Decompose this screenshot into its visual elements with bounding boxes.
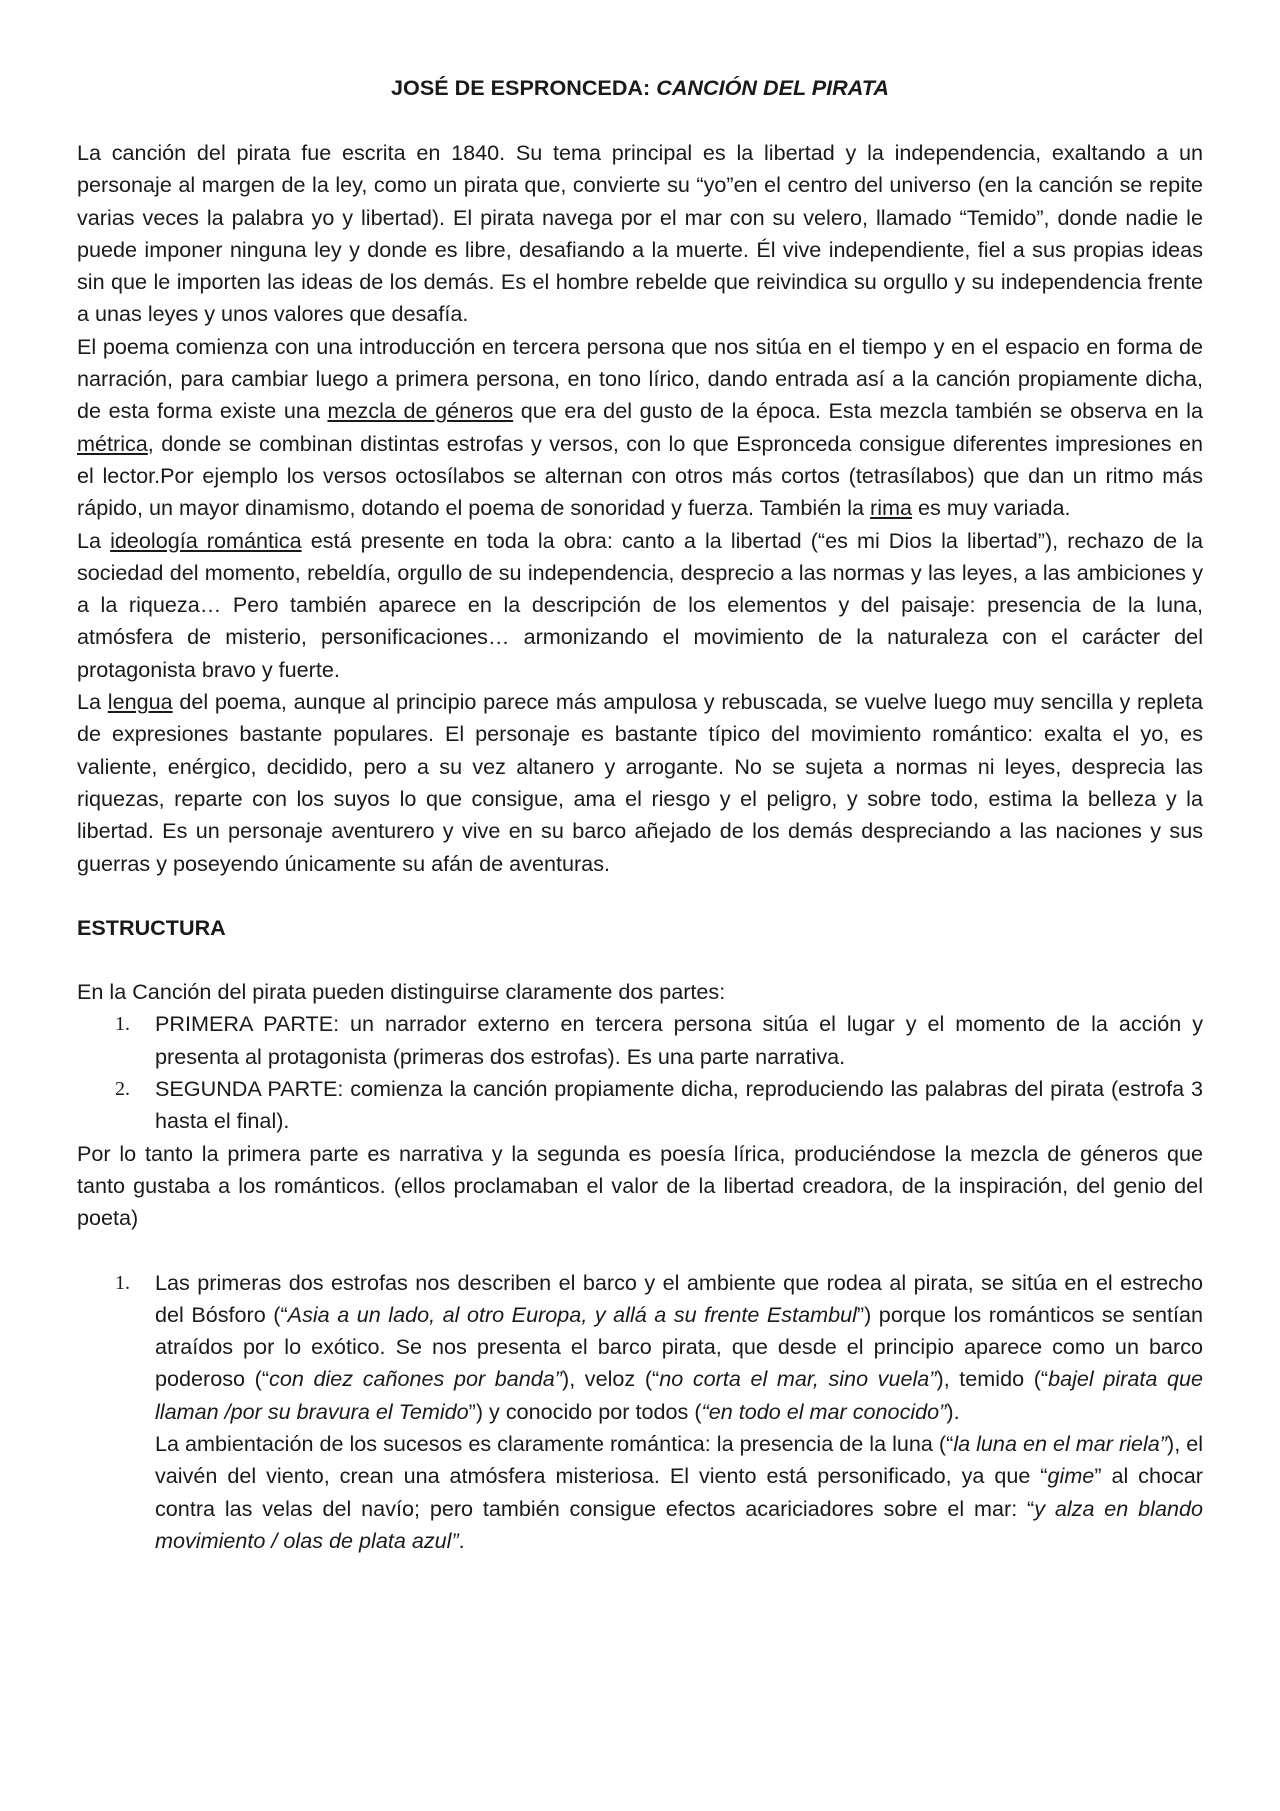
quote: Asia a un lado, al otro Europa, y allá a su frente Estambul [287, 1301, 857, 1327]
list-number: 1. [115, 1271, 130, 1294]
text-run: es muy variada. [912, 495, 1071, 521]
structure-lead: En la Canción del pirata pueden distinguirse claramente dos partes: [77, 979, 726, 1005]
analysis-list [77, 1267, 1203, 1428]
text-run: ). [946, 1398, 960, 1424]
quote: no corta el mar, sino vuela” [659, 1366, 937, 1392]
list-item-text: PRIMERA PARTE: un narrador externo en tercera persona sitúa el lugar y el momento de la acción y presenta al protagonista (primeras dos estrofas). Es una parte narrativa. [155, 1011, 1203, 1069]
underlined-term-ideologia: ideología romántica [110, 527, 302, 553]
title-work: CANCIÓN DEL PIRATA [656, 75, 889, 100]
text-run: ), veloz (“ [562, 1366, 660, 1392]
spacer [77, 1235, 1203, 1267]
analysis-paragraph-ambientacion [77, 1428, 1203, 1557]
structure-parts-list [77, 1008, 1203, 1137]
list-number: 1. [115, 1013, 130, 1036]
underlined-term-lengua: lengua [107, 689, 173, 715]
text-run: ”) porque los románticos se sentían atraídos por lo exótico. Se nos presenta el barco pirata, que desde el principio aparece como un barco poderoso (“ [155, 1301, 1203, 1392]
section-heading-estructura: ESTRUCTURA [77, 914, 226, 940]
intro-paragraph-1: La canción del pirata fue escrita en 1840. Su tema principal es la libertad y la independencia, exaltando a un personaje al margen de la ley, como un pirata que, convierte su “yo”en el centro del universo (en la canción se repite varias veces la palabra yo y libertad). El pirata navega por el mar con su velero, llamado “Temido”, donde nadie le puede imponer ninguna ley y donde es libre, desafiando a la muerte. Él vive independiente, fiel a sus propias ideas sin que le importen las ideas de los demás. Es el hombre rebelde que reivindica su orgullo y su independencia frente a unas leyes y unos valores que desafía. [77, 140, 1203, 327]
page-title [77, 72, 1203, 104]
text-run: La [77, 527, 111, 553]
text-run: ), temido (“ [936, 1366, 1049, 1392]
text-run: , donde se combinan distintas estrofas y versos, con lo que Espronceda consigue diferentes impresiones en el lector.Por ejemplo los versos octosílabos se alternan con otros más cortos (tetrasílabos) que dan un ritmo más rápido, un mayor dinamismo, dotando el poema de sonoridad y fuerza. También la [77, 430, 1203, 521]
underlined-term-rima: rima [870, 495, 913, 521]
intro-paragraph-2 [77, 331, 1203, 525]
underlined-term-mezcla: mezcla de géneros [327, 398, 514, 424]
structure-conclusion: Por lo tanto la primera parte es narrativa y la segunda es poesía lírica, produciéndose la mezcla de géneros que tanto gustaba a los románticos. (ellos proclamaban el valor de la libertad creadora, de la inspiración, del genio del poeta) [77, 1140, 1203, 1231]
text-run: ”) y conocido por todos ( [468, 1398, 702, 1424]
text-run: ), el vaivén del viento, crean una atmósfera misteriosa. El viento está personificado, ya que “ [155, 1430, 1204, 1489]
underlined-term-metrica: métrica [77, 430, 148, 456]
text-run: que era del gusto de la época. Esta mezcla también se observa en la [513, 398, 1203, 424]
quote: bajel pirata que llaman /por su bravura el Temido [155, 1366, 1203, 1424]
text-run: La [77, 689, 108, 715]
list-item [77, 1267, 1203, 1428]
text-run: ” al chocar contra las velas del navío; pero también consigue efectos acariciadores sobre el mar: “ [155, 1463, 1203, 1521]
quote: la luna en el mar riela” [953, 1430, 1167, 1456]
list-number: 2. [115, 1078, 130, 1101]
list-item [77, 1008, 1203, 1073]
quote: con diez cañones por banda” [269, 1366, 562, 1392]
text-run: Las primeras dos estrofas nos describen el barco y el ambiente que rodea al pirata, se sitúa en el estrecho del Bósforo (“ [155, 1269, 1203, 1327]
text-run: . [458, 1527, 465, 1553]
list-item-text: SEGUNDA PARTE: comienza la canción propiamente dicha, reproduciendo las palabras del pirata (estrofa 3 hasta el final). [155, 1076, 1203, 1134]
text-run: del poema, aunque al principio parece más ampulosa y rebuscada, se vuelve luego muy sencilla y repleta de expresiones bastante populares. El personaje es bastante típico del movimiento romántico: exalta el yo, es valiente, enérgico, decidido, pero a su vez altanero y arrogante. No se sujeta a normas ni leyes, desprecia las riquezas, reparte con los suyos lo que consigue, ama el riesgo y el peligro, y sobre todo, estima la belleza y la libertad. Es un personaje aventurero y vive en su barco añejado de los demás despreciando a las naciones y sus guerras y poseyendo únicamente su afán de aventuras. [77, 689, 1203, 876]
title-author: JOSÉ DE ESPRONCEDA: [391, 75, 657, 100]
quote: “en todo el mar conocido” [701, 1398, 947, 1424]
quote: y alza en blando movimiento / olas de plata azul” [155, 1495, 1203, 1553]
text-run: está presente en toda la obra: canto a la libertad (“es mi Dios la libertad”), rechazo de la sociedad del momento, rebeldía, orgullo de su independencia, desprecio a las normas y las leyes, a las ambiciones y a la riqueza… Pero también aparece en la descripción de los elementos y del paisaje: presencia de la luna, atmósfera de misterio, personificaciones… armonizando el movimiento de la naturaleza con el carácter del protagonista bravo y fuerte. [77, 527, 1203, 682]
quote: gime [1047, 1463, 1095, 1489]
intro-paragraph-4 [77, 686, 1203, 880]
text-run: El poema comienza con una introducción en tercera persona que nos sitúa en el tiempo y en el espacio en forma de narración, para cambiar luego a primera persona, en tono lírico, dando entrada así a la canción propiamente dicha, de esta forma existe una [77, 333, 1203, 424]
list-item [77, 1073, 1203, 1138]
text-run: La ambientación de los sucesos es claramente romántica: la presencia de la luna (“ [155, 1430, 954, 1456]
intro-paragraph-3 [77, 525, 1203, 686]
